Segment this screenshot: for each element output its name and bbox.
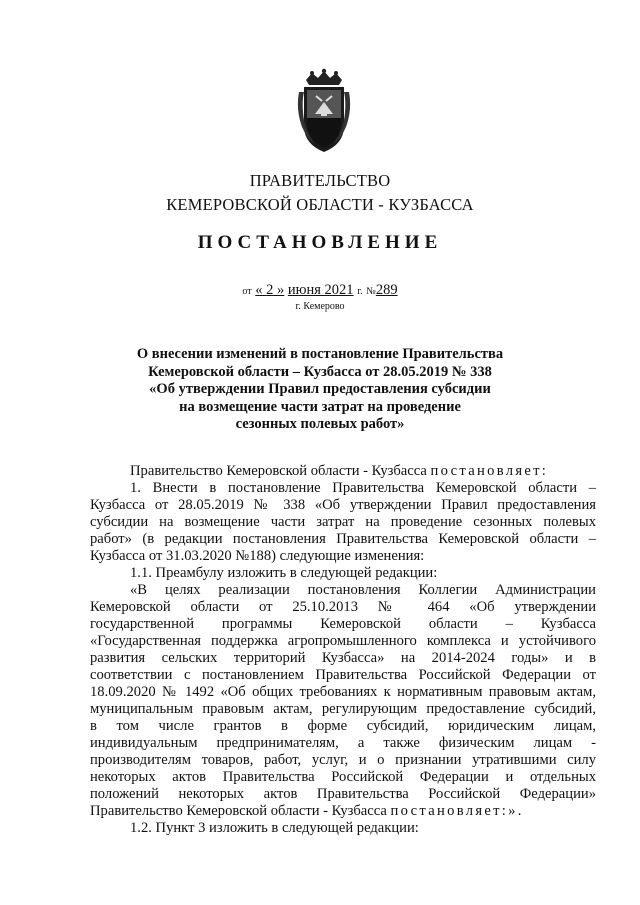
body-line: в том числе грантов в форме субсидий, юридическим лицам, [90, 718, 596, 734]
body-line: положений некоторых актов Правительства Российской Федерации» [90, 786, 596, 802]
body-line: некоторых актов Правительства Российской Федерации и отдельных [90, 769, 596, 785]
document-type-title: ПОСТАНОВЛЕНИЕ [197, 232, 443, 253]
document-subject [120, 346, 520, 434]
body-line: государственной программы Кемеровской области – Кузбасса [90, 616, 596, 632]
subject-line: Кемеровской области – Кузбасса от 28.05.2019 № 338 [148, 363, 492, 380]
body-line: Кемеровской области от 25.10.2013 № 464 «Об утверждении [90, 599, 596, 615]
government-name-line2: КЕМЕРОВСКОЙ ОБЛАСТИ - КУЗБАССА [166, 195, 474, 214]
body-line: 1.2. Пункт 3 изложить в следующей редакции: [130, 820, 419, 836]
body-line: 18.09.2020 № 1492 «Об общих требованиях к нормативным правовым актам, [90, 684, 596, 700]
city: г. Кемерово [295, 301, 345, 312]
coat-of-arms-emblem [296, 68, 352, 154]
subject-line: О внесении изменений в постановление Правительства [136, 346, 504, 362]
body-line: «В целях реализации постановления Коллегии Администрации [130, 582, 596, 598]
number-sign: № [366, 286, 376, 297]
body-line: 1. Внести в постановление Правительства Кемеровской области – [130, 480, 596, 496]
body-line: соответствии с постановлением Правительства Российской Федерации от [90, 667, 596, 683]
body-line: Кузбасса от 28.05.2019 № 338 «Об утверждении Правил предоставления [90, 497, 596, 513]
subject-line: «Об утверждении Правил предоставления субсидии [149, 381, 491, 397]
date-prefix: от [242, 286, 252, 297]
date-year-suffix: г. [357, 286, 363, 297]
date-month-year: июня 2021 [287, 282, 354, 298]
date-number-line [0, 282, 640, 299]
subject-line: сезонных полевых работ» [235, 416, 405, 432]
subject-line: на возмещение части затрат на проведение [179, 398, 461, 415]
document-number: 289 [375, 282, 398, 298]
body-line: индивидуальным предпринимателям, а также физическим лицам - [90, 735, 596, 751]
body-line: субсидии на возмещение части затрат на проведение сезонных полевых [90, 514, 596, 530]
intro-line: Правительство Кемеровской области - Кузбасса постановляет: [130, 463, 549, 479]
document-body [90, 463, 596, 837]
body-line: «Государственная поддержка агропромышленного комплекса и устойчивого [90, 633, 596, 649]
body-line: Кузбасса от 31.03.2020 №188) следующие изменения: [90, 548, 425, 564]
body-line: развития сельских территорий Кузбасса» на 2014-2024 годы» и в [90, 650, 596, 666]
closing-line: Правительство Кемеровской области - Кузбасса постановляет:». [90, 803, 524, 819]
date-day: « 2 » [255, 282, 285, 298]
body-line: работ» (в редакции постановления Правительства Кемеровской области – [90, 531, 596, 547]
body-line: 1.1. Преамбулу изложить в следующей редакции: [130, 565, 438, 581]
body-line: муниципальным правовым актам, регулирующим предоставление субсидий, [90, 701, 596, 717]
government-name-line1: ПРАВИТЕЛЬСТВО [249, 171, 391, 190]
body-line: производителям товаров, работ, услуг, и о признании утратившими силу [90, 752, 596, 768]
